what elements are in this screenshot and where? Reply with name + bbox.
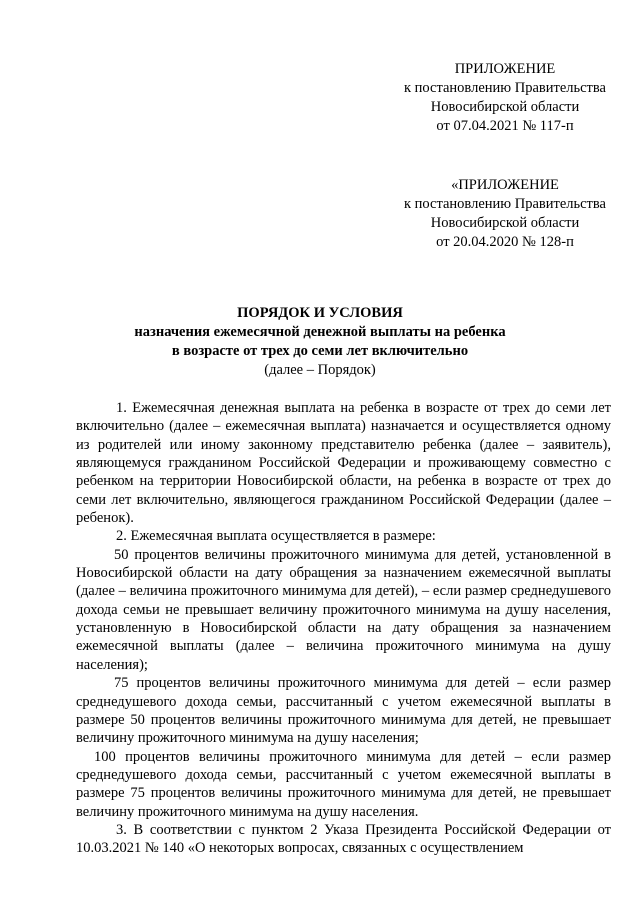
paragraph-4: 75 процентов величины прожиточного минимума для детей – если размер среднедушевого дохода семьи, рассчитанный с учетом ежемесячной выплаты в размере 50 процентов величины прожиточного минимума для детей, не превышает величину прожиточного минимума на душу населения;	[76, 675, 611, 747]
paragraph-3: 50 процентов величины прожиточного минимума для детей, установленной в Новосибирской области на дату обращения за назначением ежемесячной выплаты (далее – величина прожиточного минимума для детей), – если размер среднедушевого дохода семьи не превышает величину прожиточного минимума на душу населения, установленную в Новосибирской области на дату обращения за назначением ежемесячной выплаты (далее – величина прожиточного минимума на душу населения);	[76, 546, 611, 673]
document-subtitle-line2: в возрасте от трех до семи лет включительно	[171, 343, 469, 359]
annex-previous-line3: от 20.04.2020 № 128-п	[436, 234, 574, 250]
annex-current-line2: Новосибирской области	[430, 99, 580, 115]
annex-current-line1: к постановлению Правительства	[404, 80, 606, 96]
annex-previous-line1: к постановлению Правительства	[404, 196, 606, 212]
annex-previous-title: «ПРИЛОЖЕНИЕ	[451, 177, 559, 193]
document-body	[76, 399, 611, 858]
annex-current-line3: от 07.04.2021 № 117-п	[436, 118, 574, 134]
paragraph-1: 1. Ежемесячная денежная выплата на ребенка в возрасте от трех до семи лет включительно (далее – ежемесячная выплата) назначается и осуществляется одному из родителей или иному законному представителю ребенка (далее – заявитель), являющемуся гражданином Российской Федерации и проживающему совместно с ребенком на территории Новосибирской области, на ребенка в возрасте от трех до семи лет включительно, являющегося гражданином Российской Федерации (далее – ребенок).	[76, 400, 611, 527]
document-title-note: (далее – Порядок)	[264, 362, 376, 378]
document-heading	[0, 304, 640, 380]
annex-previous-line2: Новосибирской области	[430, 215, 580, 231]
annex-current-block	[390, 60, 620, 136]
paragraph-2: 2. Ежемесячная выплата осуществляется в размере:	[116, 528, 436, 545]
annex-current-title: ПРИЛОЖЕНИЕ	[454, 61, 556, 77]
paragraph-6: 3. В соответствии с пунктом 2 Указа Президента Российской Федерации от 10.03.2021 № 140 «О некоторых вопросах, связанных с осуществлением	[76, 821, 611, 857]
annex-previous-block	[390, 176, 620, 252]
document-subtitle-line1: назначения ежемесячной денежной выплаты на ребенка	[134, 324, 506, 340]
document-title: ПОРЯДОК И УСЛОВИЯ	[237, 305, 403, 321]
paragraph-5: 100 процентов величины прожиточного минимума для детей – если размер среднедушевого дохода семьи, рассчитанный с учетом ежемесячной выплаты в размере 75 процентов величины прожиточного минимума для детей, не превышает величину прожиточного минимума на душу населения.	[76, 748, 611, 820]
